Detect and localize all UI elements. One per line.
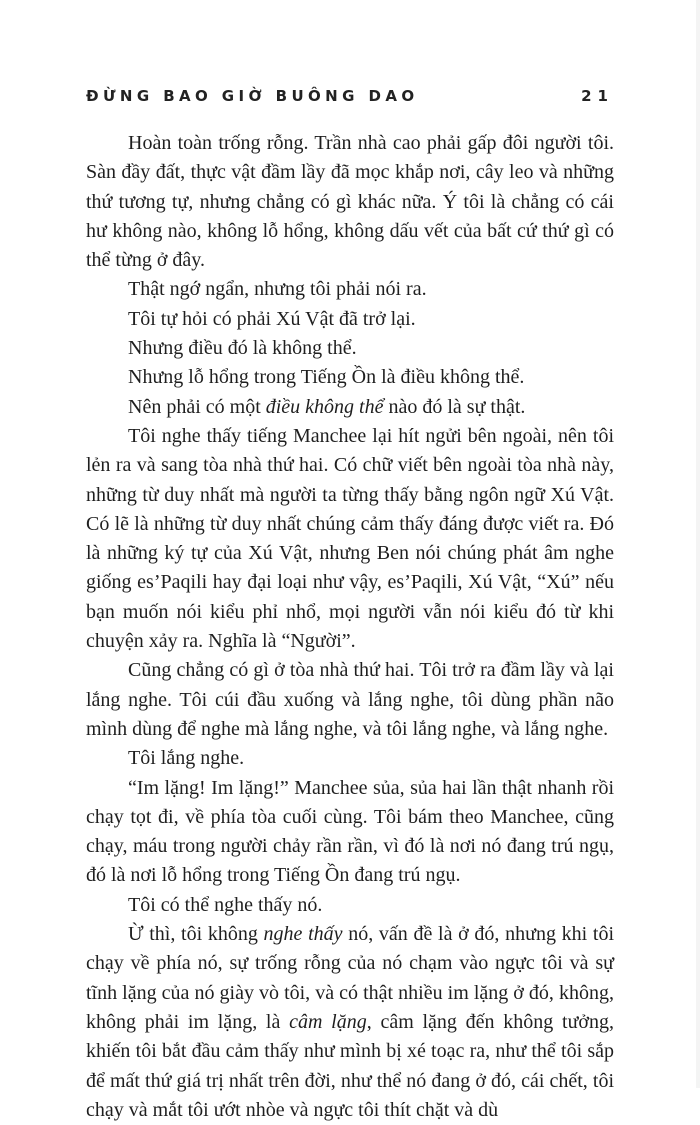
- paragraph: [86, 920, 614, 1125]
- paragraph: [86, 393, 614, 422]
- paragraph: Cũng chẳng có gì ở tòa nhà thứ hai. Tôi trở ra đầm lầy và lại lắng nghe. Tôi cúi đầu xuống và lắng nghe, tôi dùng phần não mình dùng để nghe mà lắng nghe, và tôi lắng nghe, và lắng nghe.: [86, 659, 614, 740]
- book-title: ĐỪNG BAO GIỜ BUÔNG DAO: [86, 87, 419, 105]
- paragraph-text: Nên phải có một: [128, 395, 266, 418]
- running-header: [86, 84, 614, 108]
- paragraph: Thật ngớ ngẩn, nhưng tôi phải nói ra.: [128, 278, 427, 301]
- body-text: [86, 129, 614, 1125]
- paragraph: Tôi nghe thấy tiếng Manchee lại hít ngửi bên ngoài, nên tôi lẻn ra và sang tòa nhà thứ hai. Có chữ viết bên ngoài tòa nhà này, những từ duy nhất mà người ta từng thấy bằng ngôn ngữ Xú Vật. Có lẽ là những từ duy nhất chúng cảm thấy đáng được viết ra. Đó là những ký tự của Xú Vật, nhưng Ben nói chúng phát âm nghe giống es’Paqili hay đại loại như vậy, es’Paqili, Xú Vật, “Xú” nếu bạn muốn nói kiểu phỉ nhổ, mọi người vẫn nói kiểu đó từ khi chuyện xảy ra. Nghĩa là “Người”.: [86, 424, 614, 653]
- paragraph-text: nào đó là sự thật.: [383, 395, 526, 418]
- paragraph-text: Ừ thì, tôi không: [128, 923, 264, 946]
- emphasized-text: câm lặng: [289, 1010, 367, 1033]
- paragraph: Tôi tự hỏi có phải Xú Vật đã trở lại.: [128, 307, 416, 330]
- paragraph-text: , câm lặng đến không tưởng, khiến tôi bắt đầu cảm thấy như mình bị xé toạc ra, như thể tôi sắp để mất thứ giá trị nhất trên đời, như thể nó đang ở đó, cái chết, tôi chạy và mắt tôi ướt nhòe và ngực tôi thít chặt và dù: [86, 1010, 614, 1121]
- paragraph: Tôi có thể nghe thấy nó.: [128, 893, 323, 916]
- page-number: 21: [581, 87, 614, 105]
- paragraph: “Im lặng! Im lặng!” Manchee sủa, sủa hai lần thật nhanh rồi chạy tọt đi, về phía tòa cuối cùng. Tôi bám theo Manchee, cũng chạy, máu trong người chảy rần rần, vì đó là nơi nó đang trú ngụ, đó là nơi lỗ hổng trong Tiếng Ồn đang trú ngụ.: [86, 776, 614, 887]
- paragraph: Nhưng lỗ hổng trong Tiếng Ồn là điều không thể.: [128, 366, 525, 389]
- emphasized-text: điều không thể: [265, 395, 384, 418]
- emphasized-text: nghe thấy: [263, 923, 343, 946]
- paragraph: Nhưng điều đó là không thể.: [128, 337, 357, 360]
- page-edge: [696, 0, 700, 1088]
- paragraph: Hoàn toàn trống rỗng. Trần nhà cao phải gấp đôi người tôi. Sàn đầy đất, thực vật đầm lầy đã mọc khắp nơi, cây leo và những thứ tương tự, nhưng chẳng có gì khác nữa. Ý tôi là chẳng có cái hư không nào, không lỗ hổng, không dấu vết của bất cứ thứ gì có thể từng ở đây.: [86, 132, 614, 272]
- paragraph-text: nó, vấn đề là ở đó, nhưng khi tôi chạy về phía nó, sự trống rỗng của nó chạm vào ngực tôi và sự tĩnh lặng của nó giày vò tôi, và có thật nhiều im lặng ở đó, không, không phải im lặng, là: [86, 923, 615, 1033]
- paragraph: Tôi lắng nghe.: [128, 747, 245, 770]
